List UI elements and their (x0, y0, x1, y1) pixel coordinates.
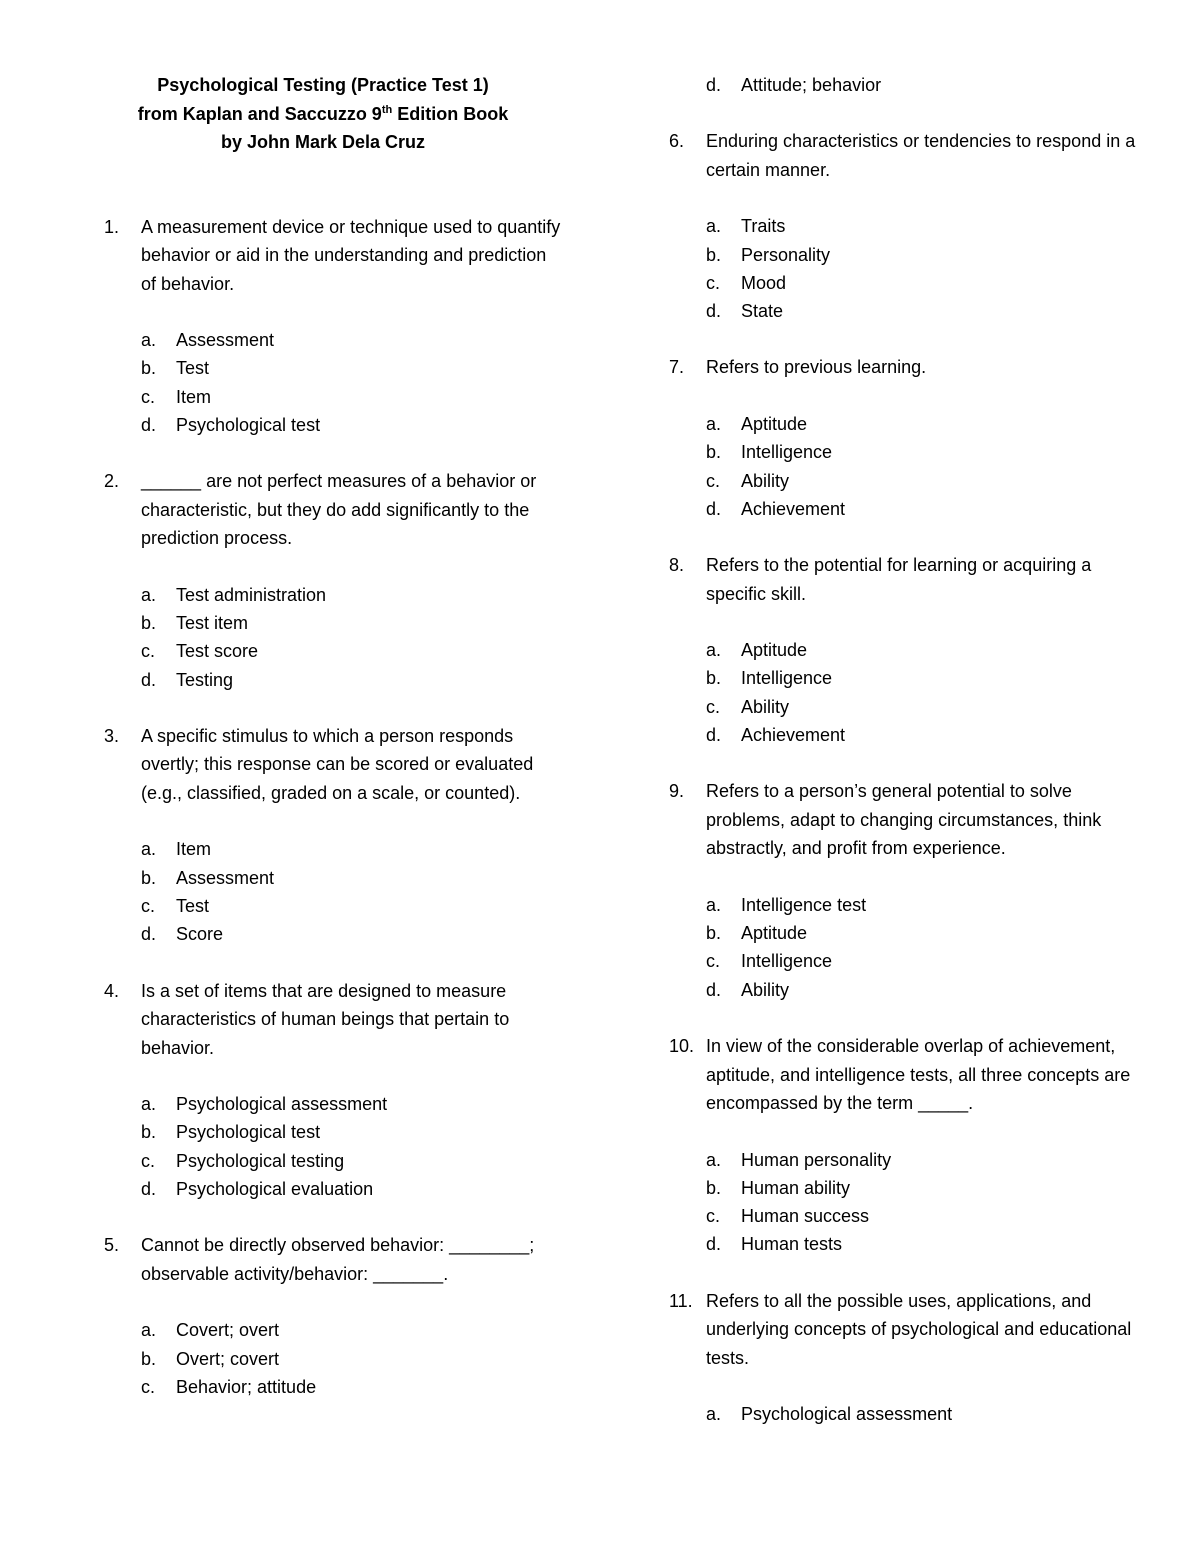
option-label: d. (706, 75, 722, 95)
option-label: b. (706, 244, 722, 265)
option-label: d. (706, 1234, 722, 1255)
option (104, 354, 564, 382)
option (669, 693, 1139, 721)
option (104, 411, 564, 439)
option-label: c. (706, 1206, 721, 1227)
option-label: b. (706, 1177, 722, 1198)
question-1 (104, 213, 564, 299)
option (104, 1147, 564, 1175)
option-label: a. (141, 1094, 157, 1115)
question-number: 5. (104, 1235, 120, 1256)
option-label: a. (141, 839, 157, 860)
question-number: 1. (104, 216, 120, 237)
option-label: b. (706, 923, 722, 944)
option-text: Test (176, 895, 210, 916)
option-text: Item (176, 839, 212, 860)
question-text: Refers to the potential for learning or acquiring a specific skill. (706, 555, 1092, 604)
option (104, 1373, 564, 1401)
question-text: Refers to previous learning. (706, 357, 927, 378)
option (104, 1345, 564, 1373)
option-text: Psychological assessment (741, 1404, 953, 1425)
option-text: Ability (741, 696, 790, 717)
options-list (104, 1316, 564, 1401)
option (104, 920, 564, 948)
option-label: c. (706, 696, 721, 717)
options-list (669, 410, 1139, 523)
options-list (669, 71, 1139, 99)
option-text: Human success (741, 1206, 870, 1227)
option-text: Intelligence test (741, 894, 867, 915)
options-list (669, 1400, 1139, 1428)
question-number: 3. (104, 725, 120, 746)
options-list (104, 581, 564, 694)
question-text: Is a set of items that are designed to measure characteristics of human beings that pertain to behavior. (141, 980, 510, 1058)
option-text: Human tests (741, 1234, 843, 1255)
option (669, 1174, 1139, 1202)
option-text: State (741, 301, 784, 322)
option (669, 71, 1139, 99)
option (669, 297, 1139, 325)
question-number: 4. (104, 980, 120, 1001)
option (104, 835, 564, 863)
option-label: b. (141, 867, 157, 888)
option-label: c. (706, 951, 721, 972)
question-number: 2. (104, 471, 120, 492)
option-text: Ability (741, 470, 790, 491)
option-text: Traits (741, 216, 786, 237)
title-line-1: Psychological Testing (Practice Test 1) (157, 75, 489, 95)
option-label: c. (706, 470, 721, 491)
option-label: a. (706, 1404, 722, 1425)
option-text: Intelligence (741, 668, 833, 689)
option-text: Score (176, 924, 224, 945)
question-number: 9. (669, 781, 685, 802)
question-text: A specific stimulus to which a person responds overtly; this response can be scored or evaluated (e.g., classified, graded on a scale, or counted). (141, 725, 534, 803)
option-label: c. (141, 386, 156, 407)
option (669, 1202, 1139, 1230)
options-list (104, 1090, 564, 1203)
option-label: b. (706, 668, 722, 689)
option (669, 438, 1139, 466)
option (669, 947, 1139, 975)
option (104, 1118, 564, 1146)
question-text: Refers to all the possible uses, applications, and underlying concepts of psychological and educational tests. (706, 1290, 1132, 1368)
option (669, 1230, 1139, 1258)
question-9 (669, 777, 1139, 863)
option-label: b. (141, 1348, 157, 1369)
question-number: 7. (669, 357, 685, 378)
option-text: Human ability (741, 1177, 851, 1198)
title-line-2-text: from Kaplan and Saccuzzo 9 (137, 103, 382, 124)
question-2 (104, 467, 564, 553)
option-label: d. (141, 924, 157, 945)
question-number: 6. (669, 131, 685, 152)
option (104, 666, 564, 694)
option (669, 721, 1139, 749)
option-label: b. (141, 612, 157, 633)
question-5 (104, 1231, 564, 1288)
question-number: 8. (669, 555, 685, 576)
option-text: Achievement (741, 725, 846, 746)
option-text: Intelligence (741, 951, 833, 972)
question-6 (669, 127, 1139, 184)
option-label: c. (141, 895, 156, 916)
option-text: Test score (176, 641, 259, 662)
option-text: Personality (741, 244, 831, 265)
option-label: a. (706, 640, 722, 661)
option (669, 467, 1139, 495)
document-title (108, 71, 538, 157)
option-text: Aptitude (741, 923, 808, 944)
option (104, 383, 564, 411)
question-7 (669, 353, 1139, 382)
option-label: b. (706, 442, 722, 463)
option-text: Testing (176, 669, 234, 690)
option-label: a. (706, 1149, 722, 1170)
option-text: Mood (741, 272, 787, 293)
question-text: A measurement device or technique used to quantify behavior or aid in the understanding and prediction of behavior. (141, 216, 561, 294)
option (104, 892, 564, 920)
option-label: a. (141, 584, 157, 605)
question-number: 10. (669, 1036, 695, 1057)
option-text: Item (176, 386, 212, 407)
option (104, 864, 564, 892)
option (669, 1146, 1139, 1174)
option-label: a. (706, 413, 722, 434)
option-label: d. (141, 669, 157, 690)
title-superscript: th (381, 103, 393, 116)
option-label: a. (706, 894, 722, 915)
option-label: d. (706, 725, 722, 746)
option-label: a. (141, 330, 157, 350)
option-label: d. (706, 979, 722, 1000)
options-list (669, 1146, 1139, 1259)
option-label: a. (706, 216, 722, 237)
option-text: Achievement (741, 498, 846, 519)
question-text: In view of the considerable overlap of achievement, aptitude, and intelligence tests, all three concepts are encompassed by the term _____. (706, 1036, 1131, 1114)
options-list (669, 891, 1139, 1004)
option-text: Attitude; behavior (741, 75, 882, 95)
option-text: Test item (176, 612, 249, 633)
option-text: Psychological evaluation (176, 1178, 374, 1199)
option-label: c. (141, 641, 156, 662)
options-list (669, 212, 1139, 325)
option (104, 581, 564, 609)
question-8 (669, 551, 1139, 608)
options-list (104, 835, 564, 948)
option-label: b. (141, 1122, 157, 1143)
option (669, 495, 1139, 523)
option-label: c. (141, 1376, 156, 1397)
option-text: Human personality (741, 1149, 892, 1170)
option-label: a. (141, 1320, 157, 1341)
option (669, 919, 1139, 947)
option-text: Psychological assessment (176, 1094, 388, 1115)
option (669, 269, 1139, 297)
option (669, 1400, 1139, 1428)
option (104, 609, 564, 637)
option-text: Behavior; attitude (176, 1376, 317, 1397)
left-column (104, 71, 564, 1401)
question-text: ______ are not perfect measures of a behavior or characteristic, but they do add significantly to the prediction process. (141, 471, 537, 549)
option-label: d. (706, 301, 722, 322)
title-line-2 (108, 100, 538, 129)
options-list (104, 326, 564, 439)
right-column (669, 71, 1139, 1429)
option (104, 1175, 564, 1203)
question-11 (669, 1287, 1139, 1373)
option (669, 212, 1139, 240)
question-3 (104, 722, 564, 808)
option-label: d. (141, 1178, 157, 1199)
option-text: Test (176, 358, 210, 379)
title-author: by John Mark Dela Cruz (220, 132, 426, 152)
option (669, 636, 1139, 664)
option-text: Ability (741, 979, 790, 1000)
option (669, 976, 1139, 1004)
option (104, 1090, 564, 1118)
question-number: 11. (669, 1290, 693, 1311)
option (669, 891, 1139, 919)
option-text: Psychological testing (176, 1150, 345, 1171)
option-text: Aptitude (741, 640, 808, 661)
option-text: Assessment (176, 867, 275, 888)
option (104, 1316, 564, 1344)
option-text: Assessment (176, 330, 275, 350)
option (669, 241, 1139, 269)
title-line-2-suffix: Edition Book (392, 103, 509, 124)
question-text: Refers to a person’s general potential to solve problems, adapt to changing circumstances, think abstractly, and profit from experience. (706, 781, 1102, 859)
option-text: Psychological test (176, 1122, 321, 1143)
option-text: Intelligence (741, 442, 833, 463)
option-label: c. (141, 1150, 156, 1171)
option (104, 326, 564, 354)
option-text: Overt; covert (176, 1348, 280, 1369)
question-4 (104, 977, 564, 1063)
option (669, 410, 1139, 438)
question-text: Cannot be directly observed behavior: ________; observable activity/behavior: _______. (141, 1235, 535, 1284)
option-text: Covert; overt (176, 1320, 280, 1341)
option (104, 637, 564, 665)
option-text: Test administration (176, 584, 327, 605)
option-label: d. (706, 498, 722, 519)
option (669, 664, 1139, 692)
option-label: b. (141, 358, 157, 379)
question-10 (669, 1032, 1139, 1118)
option-text: Psychological test (176, 414, 321, 435)
options-list (669, 636, 1139, 749)
option-label: c. (706, 272, 721, 293)
question-text: Enduring characteristics or tendencies to respond in a certain manner. (706, 131, 1136, 180)
option-text: Aptitude (741, 413, 808, 434)
option-label: d. (141, 414, 157, 435)
